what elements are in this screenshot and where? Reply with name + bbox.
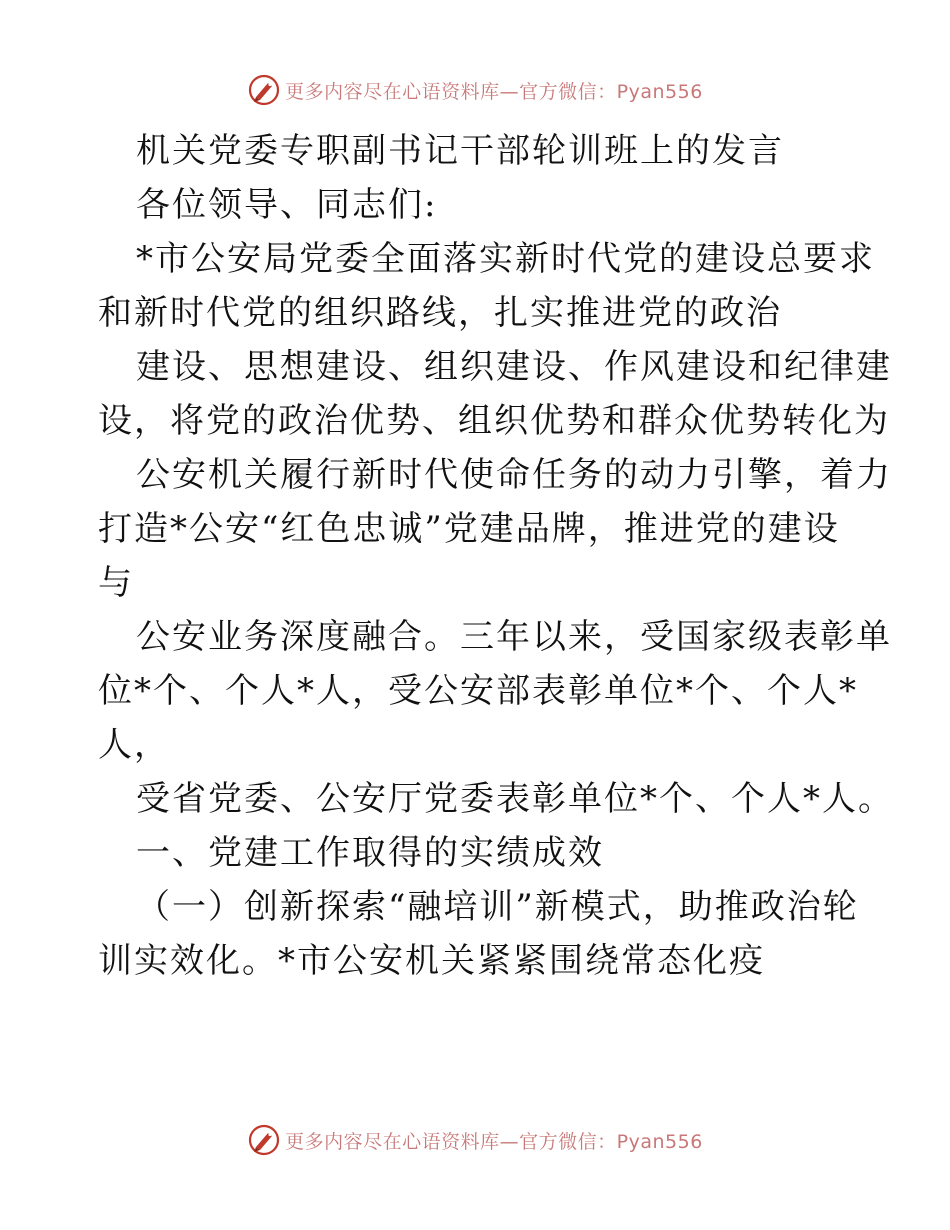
footer-banner — [0, 1120, 950, 1160]
text-line: 各位领导、同志们: — [136, 185, 438, 225]
pen-logo-icon — [247, 1123, 281, 1157]
text-line: 受省党委、公安厅党委表彰单位*个、个人*人。 — [136, 779, 894, 819]
text-line: 建设、思想建设、组织建设、作风建设和纪律建 — [136, 347, 892, 387]
text-line: （一）创新探索“融培训”新模式，助推政治轮 — [136, 887, 859, 927]
text-line: 人， — [98, 725, 170, 765]
text-line: 训实效化。*市公安机关紧紧围绕常态化疫 — [98, 941, 765, 981]
text-line: 设，将党的政治优势、组织优势和群众优势转化为 — [98, 401, 890, 441]
banner-text: 更多内容尽在心语资料库—官方微信：Pyan556 — [285, 80, 703, 103]
text-line: 一、党建工作取得的实绩成效 — [136, 833, 604, 873]
document-title: 机关党委专职副书记干部轮训班上的发言 — [136, 131, 784, 171]
header-banner — [0, 70, 950, 110]
text-line: 打造*公安“红色忠诚”党建品牌，推进党的建设 — [98, 509, 840, 549]
text-line: *市公安局党委全面落实新时代党的建设总要求 — [136, 239, 875, 279]
text-line: 公安机关履行新时代使命任务的动力引擎，着力 — [136, 455, 892, 495]
text-line: 和新时代党的组织路线，扎实推进党的政治 — [98, 293, 782, 333]
text-line: 位*个、个人*人，受公安部表彰单位*个、个人* — [98, 671, 858, 711]
document-body — [98, 124, 894, 988]
text-line: 与 — [98, 563, 134, 603]
text-line: 公安业务深度融合。三年以来，受国家级表彰单 — [136, 617, 892, 657]
pen-logo-icon — [247, 73, 281, 107]
banner-text: 更多内容尽在心语资料库—官方微信：Pyan556 — [285, 1130, 703, 1153]
